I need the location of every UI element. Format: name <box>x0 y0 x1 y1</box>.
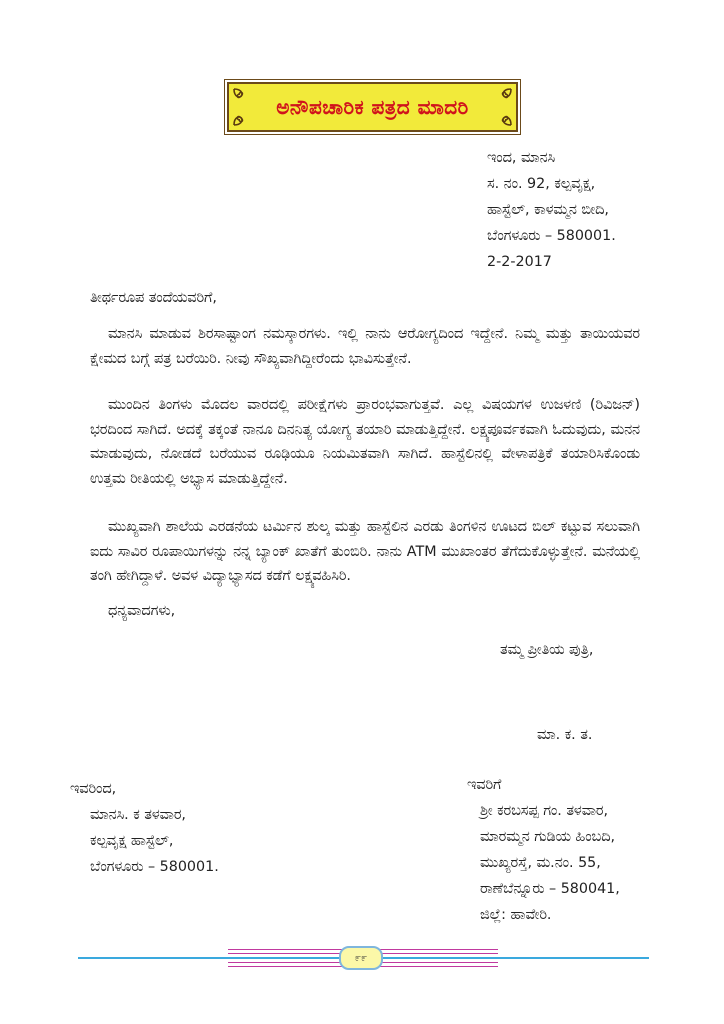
address-line: ಹಾಸ್ಟೆಲ್, ಕಾಳಮ್ಮನ ಬೀದಿ, <box>487 202 609 218</box>
address-line: ಬೆಂಗಳೂರು – 580001. <box>487 228 616 244</box>
address-line: ಶ್ರೀ ಕರಬಸಪ್ಪ ಗಂ. ತಳವಾರ, <box>480 803 609 819</box>
address-line: ಕಲ್ಪವೃಕ್ಷ ಹಾಸ್ಟೆಲ್, <box>90 833 174 849</box>
body-paragraph: ಮುಖ್ಯವಾಗಿ ಶಾಲೆಯ ಎರಡನೆಯ ಟರ್ಮಿನ ಶುಲ್ಕ ಮತ್ತು ಹಾಸ್ಟೆಲಿನ ಎರಡು ತಿಂಗಳಿನ ಊಟದ ಬಿಲ್ ಕಟ್ಟುವ ಸಲುವಾಗಿ ಐದು ಸಾವಿರ ರೂಪಾಯಿಗಳನ್ನು ನನ್ನ ಬ್ಯಾಂಕ್ ಖಾತೆಗೆ ತುಂಬಿರಿ. ನಾನು ATM ಮುಖಾಂತರ ತೆಗೆದುಕೊಳ್ಳುತ್ತೇನೆ. ಮನೆಯಲ್ಲಿ ತಂಗಿ ಹೇಗಿದ್ದಾಳೆ. ಅವಳ ವಿದ್ಯಾಭ್ಯಾಸದ ಕಡೆಗೆ ಲಕ್ಷ್ಯವಹಿಸಿರಿ. <box>90 519 640 584</box>
thanks-line: ಧನ್ಯವಾದಗಳು, <box>108 603 176 619</box>
body-paragraph: ಮಾನಸಿ ಮಾಡುವ ಶಿರಸಾಷ್ಟಾಂಗ ನಮಸ್ಕಾರಗಳು. ಇಲ್ಲಿ ನಾನು ಆರೋಗ್ಯದಿಂದ ಇದ್ದೇನೆ. ನಿಮ್ಮ ಮತ್ತು ತಾಯಿಯವರ ಕ್ಷೇಮದ ಬಗ್ಗೆ ಪತ್ರ ಬರೆಯಿರಿ. ನೀವು ಸೌಖ್ಯವಾಗಿದ್ದೀರೆಂದು ಭಾವಿಸುತ್ತೇನೆ. <box>90 326 640 367</box>
from-heading: ಇವರಿಂದ, <box>70 781 117 797</box>
from-address <box>70 776 219 880</box>
salutation: ತೀರ್ಥರೂಪ ತಂದೆಯವರಿಗೆ, <box>90 290 217 306</box>
address-line: ಸ. ನಂ. 92, ಕಲ್ಪವೃಕ್ಷ, <box>487 176 596 192</box>
to-heading: ಇವರಿಗೆ <box>467 777 502 793</box>
address-line: ಬೆಂಗಳೂರು – 580001. <box>90 859 219 875</box>
page-title: ಅನೌಪಚಾರಿಕ ಪತ್ರದ ಮಾದರಿ <box>276 95 469 119</box>
signature: ಮಾ. ಕ. ತ. <box>537 727 593 743</box>
page-number: ೯೯ <box>339 946 383 970</box>
address-line: ಇಂದ, ಮಾನಸಿ <box>487 150 556 166</box>
body-paragraph: ಮುಂದಿನ ತಿಂಗಳು ಮೊದಲ ವಾರದಲ್ಲಿ ಪರೀಕ್ಷೆಗಳು ಪ್ರಾರಂಭವಾಗುತ್ತವೆ. ಎಲ್ಲ ವಿಷಯಗಳ ಉಜಳಣಿ (ರಿವಿಜನ್) ಭರದಿಂದ ಸಾಗಿದೆ. ಅದಕ್ಕೆ ತಕ್ಕಂತೆ ನಾನೂ ದಿನನಿತ್ಯ ಯೋಗ್ಯ ತಯಾರಿ ಮಾಡುತ್ತಿದ್ದೇನೆ. ಲಕ್ಷ್ಯಪೂರ್ವಕವಾಗಿ ಓದುವುದು, ಮನನ ಮಾಡುವುದು, ನೋಡದೆ ಬರೆಯುವ ರೂಢಿಯೂ ನಿಯಮಿತವಾಗಿ ಸಾಗಿದೆ. ಹಾಸ್ಟೆಲಿನಲ್ಲಿ ವೇಳಾಪತ್ರಿಕೆ ತಯಾರಿಸಿಕೊಂಡು ಉತ್ತಮ ರೀತಿಯಲ್ಲಿ ಅಭ್ಯಾಸ ಮಾಡುತ್ತಿದ್ದೇನೆ. <box>90 397 640 487</box>
letter-date: 2-2-2017 <box>487 254 552 270</box>
address-line: ಮಾನಸಿ. ಕ ತಳವಾರ, <box>90 807 186 823</box>
title-banner <box>227 82 518 132</box>
address-line: ಜಿಲ್ಲೆ: ಹಾವೇರಿ. <box>480 907 552 923</box>
address-line: ಮಾರಮ್ಮನ ಗುಡಿಯ ಹಿಂಬದಿ, <box>480 829 615 845</box>
sender-address <box>487 145 616 275</box>
address-line: ರಾಣೆಬೆನ್ನೂರು – 580041, <box>480 881 620 897</box>
to-address <box>467 772 620 928</box>
closing-line: ತಮ್ಮ ಪ್ರೀತಿಯ ಪುತ್ರಿ, <box>500 642 594 658</box>
address-line: ಮುಖ್ಯರಸ್ತೆ, ಮ.ನಂ. 55, <box>480 855 601 871</box>
